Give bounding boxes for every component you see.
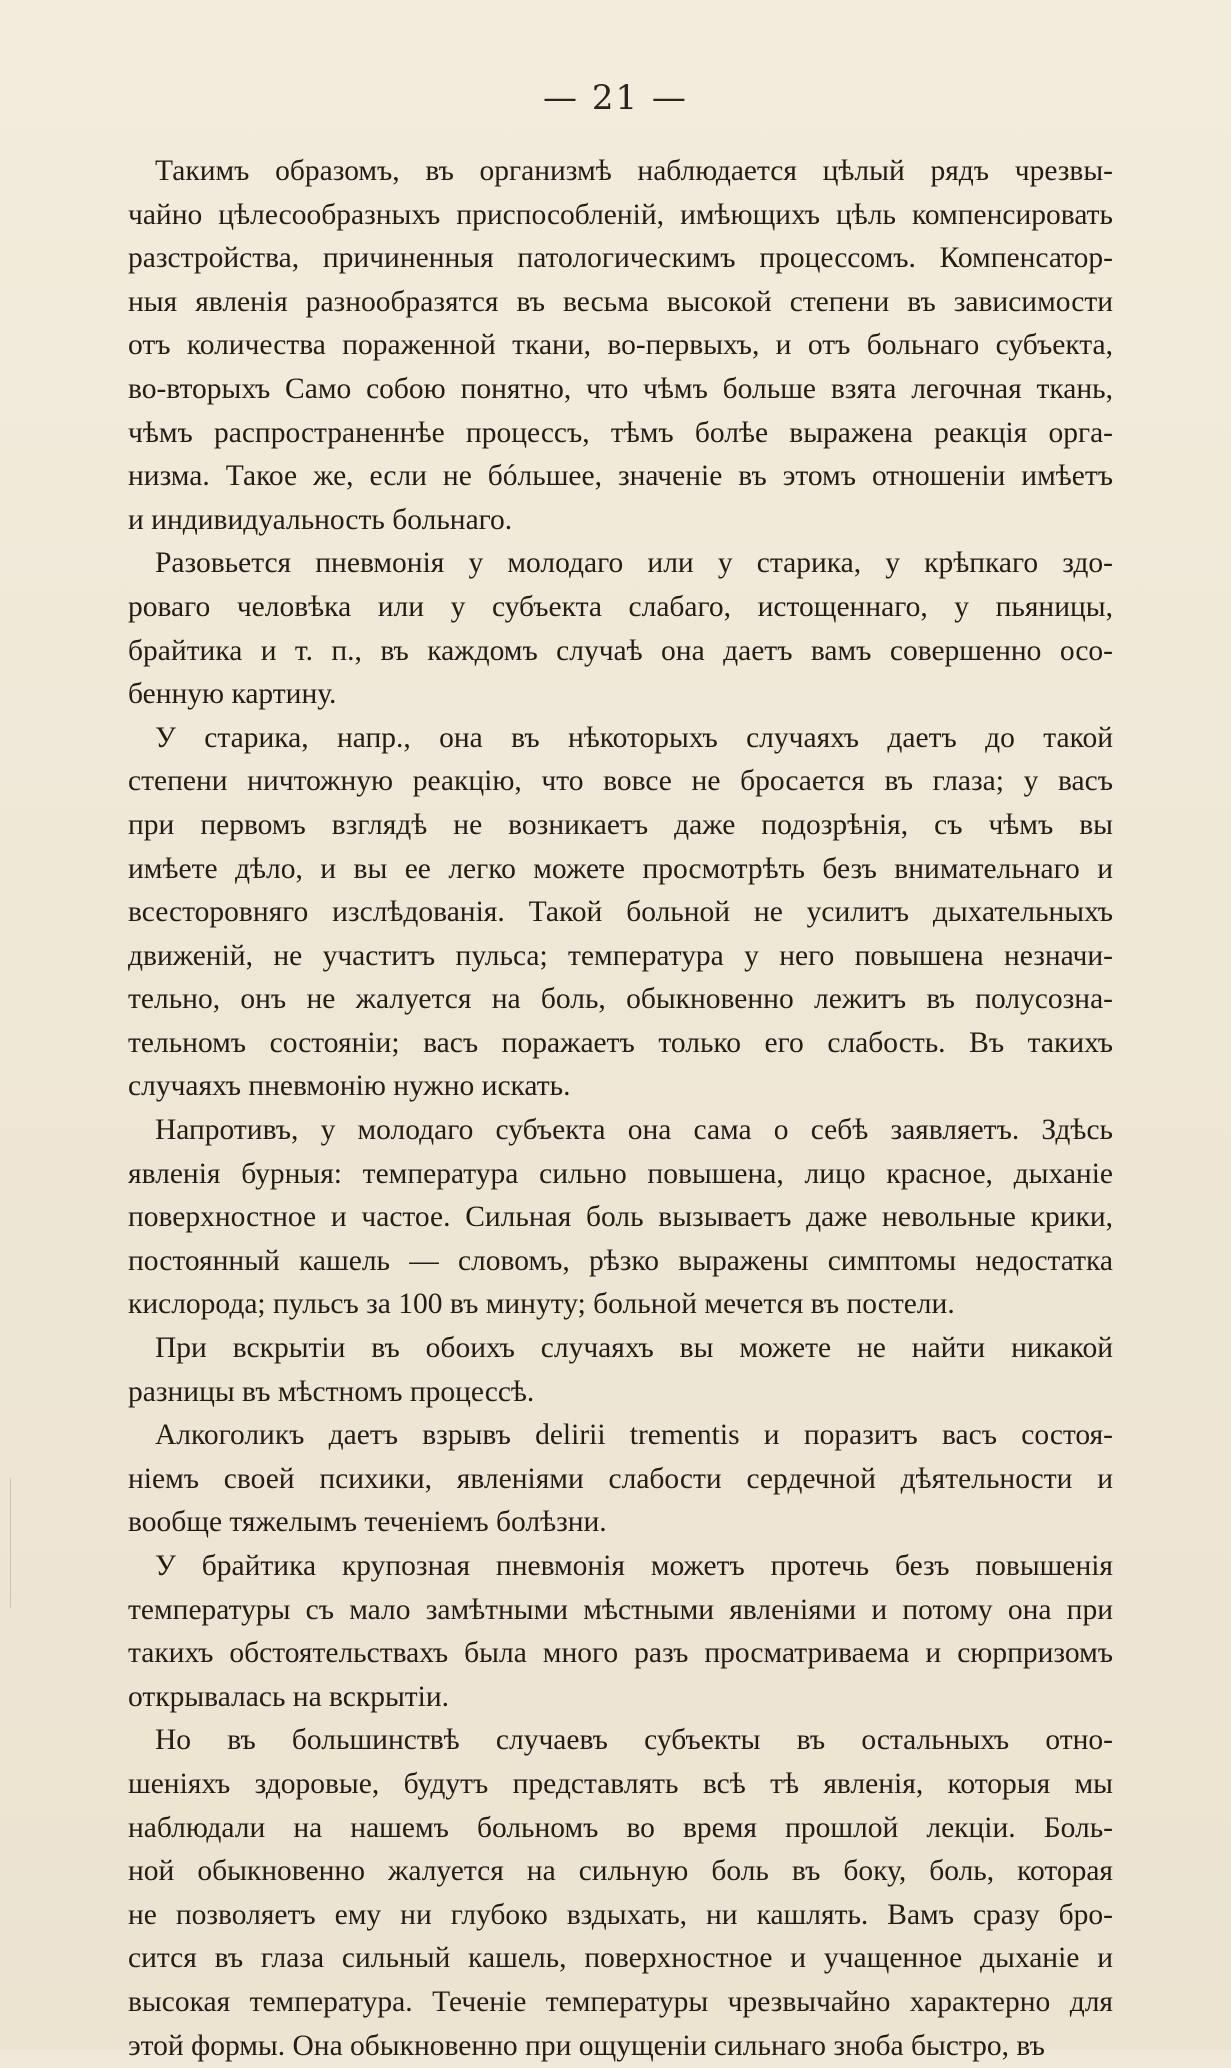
text-line: и индивидуальность больнаго. [128,503,513,536]
text-line: этой формы. Она обыкновенно при ощущеніи сильнаго зноба быстро, въ [128,2029,1045,2062]
text-line: Разовьется пневмонія у молодаго или у старика, у крѣпкаго здо- [155,547,1113,580]
text-line: Такимъ образомъ, въ организмѣ наблюдается цѣлый рядъ чрезвы- [155,155,1113,187]
text-line: не позволяетъ ему ни глубоко вздыхать, ни кашлять. Вамъ сразу бро- [128,1898,1113,1931]
text-line: явленія бурныя: температура сильно повышена, лицо красное, дыханіе [128,1157,1113,1190]
text-line: При вскрытіи въ обоихъ случаяхъ вы можете не найти никакой [155,1332,1113,1365]
text-line: высокая температура. Теченіе температуры чрезвычайно характерно для [128,1985,1113,2018]
text-line: тельно, онъ не жалуется на боль, обыкновенно лежитъ въ полусозна- [128,983,1113,1016]
text-line: брайтика и т. п., въ каждомъ случаѣ она даетъ вамъ совершенно осо- [128,634,1113,667]
text-line: всесторовняго изслѣдованія. Такой больной не усилитъ дыхательныхъ [128,896,1113,929]
text-line: температуры съ мало замѣтными мѣстными явленіями и потому она при [128,1593,1113,1626]
text-line: Напротивъ, у молодаго субъекта она сама о себѣ заявляетъ. Здѣсь [155,1114,1113,1147]
text-line: кислорода; пульсъ за 100 въ минуту; больной мечется въ постели. [128,1288,955,1321]
text-line: во-вторыхъ Само собою понятно, что чѣмъ больше взята легочная ткань, [128,372,1113,405]
text-line: такихъ обстоятельствахъ была много разъ просматриваема и сюрпризомъ [128,1637,1113,1670]
paragraph [128,542,1113,716]
text-line: поверхностное и частое. Сильная боль вызываетъ даже невольные крики, [128,1201,1113,1234]
paragraph [128,1109,1113,1327]
text-line: степени ничтожную реакцію, что вовсе не бросается въ глаза; у васъ [128,765,1113,798]
text-line: ныя явленія разнообразятся въ весьма высокой степени въ зависимости [128,285,1113,318]
paragraph [128,717,1113,1109]
text-line: открывалась на вскрытіи. [128,1680,450,1713]
text-line: при первомъ взглядѣ не возникаетъ даже подозрѣнія, съ чѣмъ вы [128,808,1113,841]
text-line: роваго человѣка или у субъекта слабаго, истощеннаго, у пьяницы, [128,590,1113,623]
text-line: У старика, напр., она въ нѣкоторыхъ случаяхъ даетъ до такой [155,721,1113,754]
text-line: Но въ большинствѣ случаевъ субъекты въ остальныхъ отно- [155,1724,1113,1757]
text-line: ніемъ своей психики, явленіями слабости сердечной дѣятельности и [128,1462,1113,1495]
body-text [128,150,1113,2068]
page-number: — 21 — [543,78,688,118]
paragraph [128,1414,1113,1545]
text-line: низма. Такое же, если не бóльшее, значеніе въ этомъ отношеніи имѣетъ [128,460,1113,493]
text-line: Алкоголикъ даетъ взрывъ delirii trementis и поразитъ васъ состоя- [155,1419,1113,1452]
text-line: чѣмъ распространеннѣе процессъ, тѣмъ болѣе выражена реакція орга- [128,416,1113,449]
text-line: тельномъ состояніи; васъ поражаетъ только его слабость. Въ такихъ [128,1026,1113,1059]
text-line: сится въ глаза сильный кашель, поверхностное и учащенное дыханіе и [128,1942,1113,1975]
margin-pencil-mark [10,1478,15,1608]
text-line: вообще тяжелымъ теченіемъ болѣзни. [128,1506,607,1539]
paragraph [128,1719,1113,2068]
text-line: чайно цѣлесообразныхъ приспособленій, имѣющихъ цѣль компенсировать [128,198,1113,231]
text-line: наблюдали на нашемъ больномъ во время прошлой лекціи. Боль- [128,1811,1113,1844]
text-line: разстройства, причиненныя патологическимъ процессомъ. Компенсатор- [128,242,1113,275]
text-line: случаяхъ пневмонію нужно искать. [128,1070,571,1103]
text-line: движеній, не участитъ пульса; температура у него повышена незначи- [128,939,1113,972]
text-line: разницы въ мѣстномъ процессѣ. [128,1375,535,1408]
paragraph [128,150,1113,542]
text-line: отъ количества пораженной ткани, во-первыхъ, и отъ больнаго субъекта, [128,329,1113,362]
text-line: бенную картину. [128,678,337,711]
text-line: имѣете дѣло, и вы ее легко можете просмотрѣть безъ внимательнаго и [128,852,1113,885]
paragraph [128,1545,1113,1719]
text-line: У брайтика крупозная пневмонія можетъ протечь безъ повышенія [155,1550,1113,1582]
text-line: шеніяхъ здоровые, будутъ представлять всѣ тѣ явленія, которыя мы [128,1767,1113,1800]
text-line: постоянный кашель — словомъ, рѣзко выражены симптомы недостатка [128,1244,1113,1277]
text-line: ной обыкновенно жалуется на сильную боль въ боку, боль, которая [128,1855,1113,1888]
paragraph [128,1327,1113,1414]
